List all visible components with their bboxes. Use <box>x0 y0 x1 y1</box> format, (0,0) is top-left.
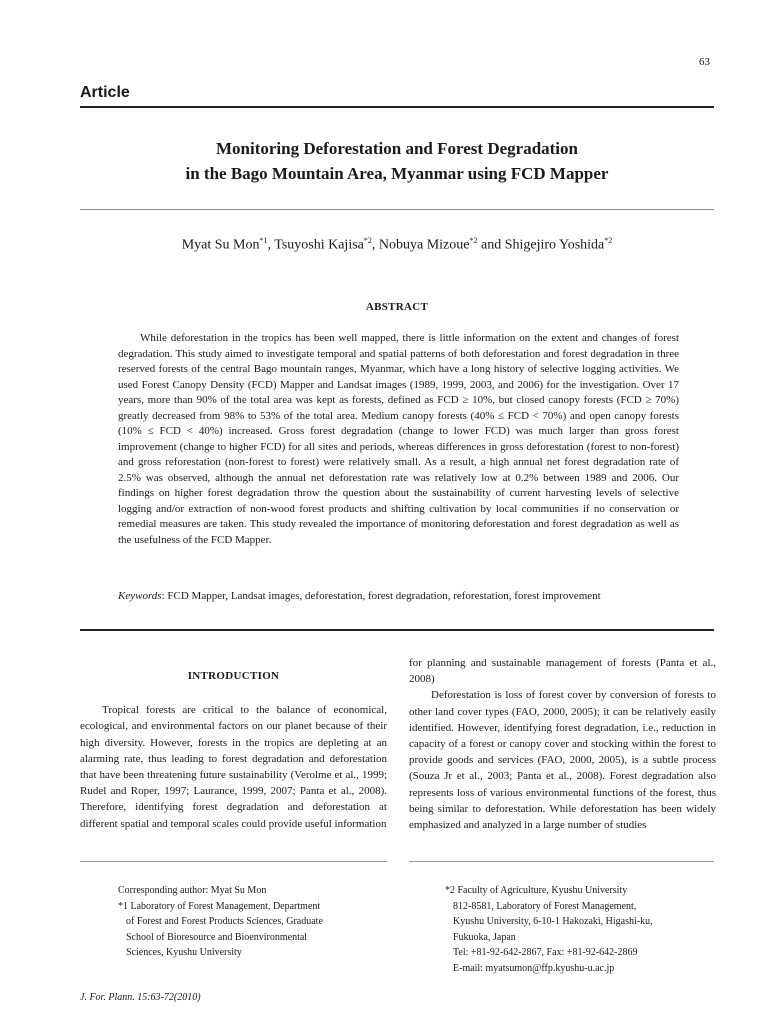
affiliation-2-line: 812-8581, Laboratory of Forest Management, <box>453 900 637 912</box>
contact-email: E-mail: myatsumon@ffp.kyushu-u.ac.jp <box>453 962 615 974</box>
abstract-body: While deforestation in the tropics has been well mapped, there is little information on the extent and changes of forest degradation. This study aimed to investigate temporal and spatial patterns of both deforestation and forest degradation in three reserved forests of the central Bago mountain ranges, Myanmar, which have a long history of selective logging activities. We used Forest Canopy Density (FCD) Mapper and Landsat images (1989, 1999, 2003, and 2006) for the investigation. Over 17 years, more than 90% of the total area was kept as forests, defined as FCD ≥ 10%, but closed canopy forests (FCD ≥ 70%) greatly decreased from 98% to 53% of the total area. Medium canopy forests (40% ≤ FCD < 70%) and open canopy forests (10% ≤ FCD < 40%) increased. Gross forest degradation (change to lower FCD) was much larger than gross forest improvement (change to higher FCD) for all sites and periods, whereas differences in gross deforestation (forest to non-forest) and gross reforestation (non-forest to forest) were relatively small. As a result, a high annual net forest degradation rate of 2.5% was observed, although the annual net deforestation rate was relatively low at 0.2% between 1989 and 2006. Our findings on higher forest degradation throw the question about the sustainability of current harvesting levels of selective logging and/or extraction of non-wood forest products and shifting cultivation by local communities if no conservation or remedial measures are taken. This study revealed the importance of monitoring deforestation and forest degradation as well as the usefulness of the FCD Mapper. <box>118 332 679 546</box>
journal-citation: J. For. Plann. 15:63-72(2010) <box>80 992 201 1003</box>
affiliation-1-line: of Forest and Forest Products Sciences, Graduate <box>126 916 323 927</box>
author-sep: , <box>267 237 275 253</box>
contact-phone: Tel: +81-92-642-2867, Fax: +81-92-642-2869 <box>453 947 638 958</box>
affiliation-2-line: Fukuoka, Japan <box>453 931 516 943</box>
keywords-text: FCD Mapper, Landsat images, deforestation, forest degradation, reforestation, forest improvement <box>167 590 601 602</box>
author-2: Tsuyoshi Kajisa <box>274 237 364 253</box>
author-4: Shigejiro Yoshida <box>504 237 605 253</box>
footnote-rule-left <box>80 861 387 862</box>
keywords-label: Keywords <box>118 590 162 602</box>
author-sep: and <box>477 237 505 253</box>
affiliation-2-line: *2 Faculty of Agriculture, Kyushu University <box>445 885 628 896</box>
author-3: Nobuya Mizoue <box>378 237 470 253</box>
top-rule <box>80 106 714 108</box>
footnote-right <box>445 883 705 976</box>
left-column <box>80 668 387 832</box>
author-2-mark: *2 <box>363 236 372 245</box>
intro-continuation: for planning and sustainable management of forests (Panta et al., 2008) <box>409 657 716 686</box>
section-label: Article <box>80 84 130 101</box>
introduction-heading: INTRODUCTION <box>187 670 280 682</box>
affiliation-1-line: School of Bioresource and Bioenvironmental <box>126 931 308 943</box>
affiliation-2-line: Kyushu University, 6-10-1 Hakozaki, Higashi-ku, <box>453 916 653 927</box>
footnote-rule-right <box>409 861 714 862</box>
title-line-1: Monitoring Deforestation and Forest Degradation <box>215 139 578 158</box>
footnote-left <box>118 883 358 961</box>
intro-paragraph-1: Tropical forests are critical to the balance of economical, ecological, and environmental factors on our planet because of their high diversity. However, forests in the tropics are depleting at an alarming rate, thus leading to forest degradation and deforestation that have been threatening future sustainability (Verolme et al., 1999; Rudel and Roper, 1997; Laurance, 1999, 2007; Panta et al., 2008). Therefore, identifying forest degradation and deforestation at different spatial and temporal scales could provide useful information <box>80 704 387 830</box>
keywords <box>118 590 679 602</box>
author-sep: , <box>371 237 379 253</box>
author-4-mark: *2 <box>604 236 613 245</box>
affiliation-1-line: Sciences, Kyushu University <box>126 947 242 958</box>
author-1-mark: *1 <box>259 236 268 245</box>
abstract-heading: ABSTRACT <box>365 301 429 313</box>
abstract-rule <box>80 629 714 631</box>
affiliation-1-line: *1 Laboratory of Forest Management, Department <box>118 900 321 912</box>
author-3-mark: *2 <box>469 236 478 245</box>
paper-title <box>80 136 714 186</box>
title-rule <box>80 209 714 210</box>
right-column <box>409 655 716 833</box>
page-number: 63 <box>699 56 710 68</box>
keywords-colon: : <box>161 590 168 602</box>
corresponding-author: Corresponding author: Myat Su Mon <box>118 885 267 896</box>
title-line-2: in the Bago Mountain Area, Myanmar using FCD Mapper <box>185 164 609 183</box>
author-list <box>80 236 714 254</box>
author-1: Myat Su Mon <box>181 237 260 253</box>
intro-paragraph-2: Deforestation is loss of forest cover by conversion of forests to other land cover types (FAO, 2000, 2005); it can be relatively easily identified. However, identifying forest degradation, i.e., reduction in capacity of a forest or canopy cover and stocking within the forest to provide goods and services (FAO, 2000, 2005), is a subtle process (Souza Jr et al., 2003; Panta et al., 2008). Forest degradation also represents loss of various environmental functions of the forest, thus being similar to deforestation. While deforestation has been widely emphasized and analyzed in a large number of studies <box>409 689 716 832</box>
